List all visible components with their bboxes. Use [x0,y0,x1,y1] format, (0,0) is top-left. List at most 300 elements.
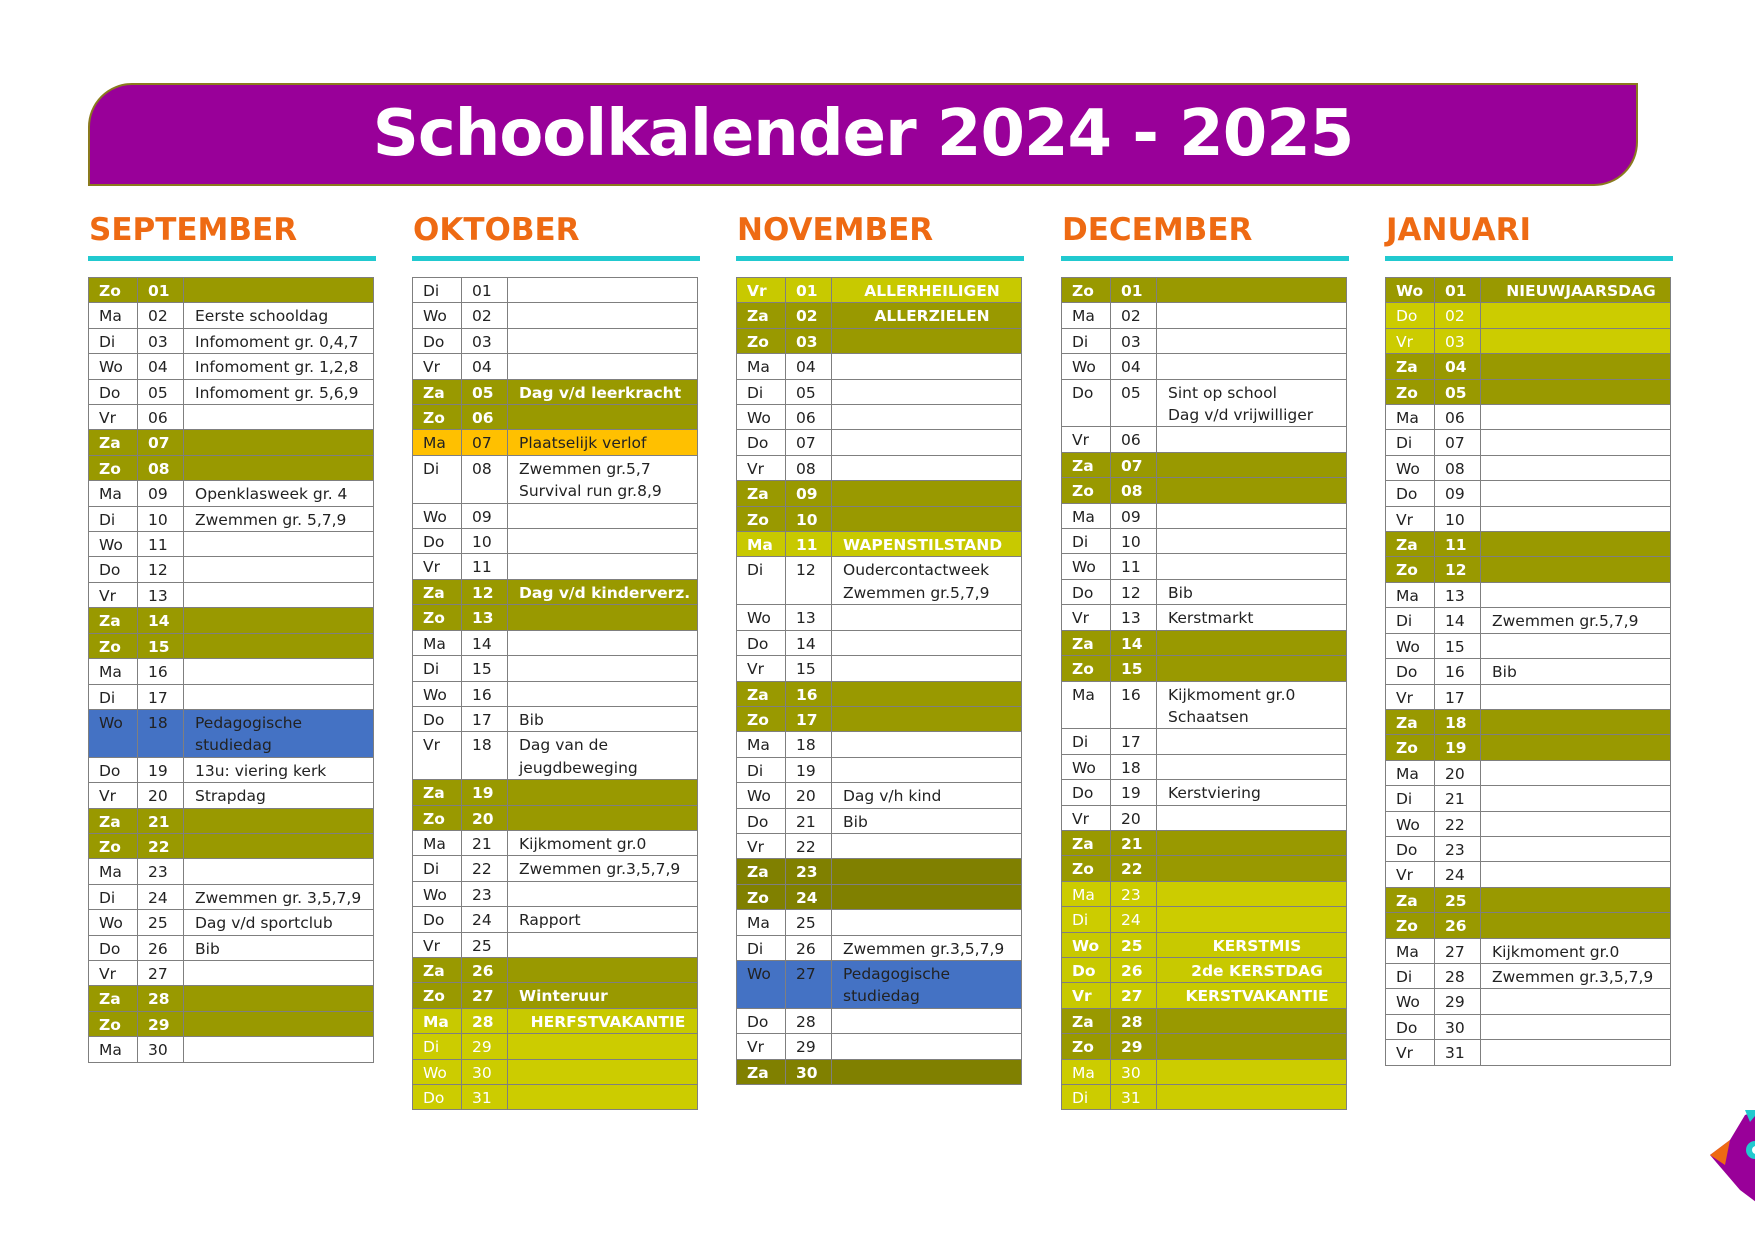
day-row [1062,379,1347,427]
day-row [1386,786,1671,811]
day-number-cell: 08 [1435,455,1481,480]
day-number-cell: 13 [1435,582,1481,607]
weekday-cell: Vr [1062,983,1111,1008]
day-number-cell: 03 [462,328,508,353]
weekday-cell: Wo [89,354,138,379]
event-cell: Infomoment gr. 0,4,7 [184,328,374,353]
weekday-cell: Za [1386,532,1435,557]
event-cell: Zwemmen gr.3,5,7,9 [1481,963,1671,988]
event-cell [184,659,374,684]
day-number-cell: 21 [1435,786,1481,811]
event-cell [832,379,1022,404]
month-title: DECEMBER [1062,212,1253,248]
day-row [1062,856,1347,881]
day-number-cell: 28 [462,1008,508,1033]
event-cell [1481,709,1671,734]
event-cell [1481,684,1671,709]
day-row [413,455,698,503]
day-number-cell: 02 [1111,303,1157,328]
day-row [1062,1059,1347,1084]
day-number-cell: 11 [1435,532,1481,557]
day-row [413,1085,698,1110]
day-number-cell: 23 [786,859,832,884]
day-number-cell: 07 [138,430,184,455]
weekday-cell: Zo [413,983,462,1008]
day-number-cell: 28 [786,1008,832,1033]
day-row [737,935,1022,960]
day-row [413,430,698,455]
weekday-cell: Do [413,907,462,932]
day-number-cell: 14 [1111,630,1157,655]
day-number-cell: 19 [1435,735,1481,760]
day-row [737,557,1022,605]
day-number-cell: 29 [1435,989,1481,1014]
weekday-cell: Di [737,557,786,605]
weekday-cell: Di [1386,963,1435,988]
weekday-cell: Wo [1062,554,1111,579]
event-cell: Zwemmen gr.5,7 Survival run gr.8,9 [508,455,698,503]
event-cell: NIEUWJAARSDAG [1481,278,1671,303]
title-banner [88,83,1638,186]
weekday-cell: Za [413,379,462,404]
weekday-cell: Di [1386,786,1435,811]
event-cell [832,681,1022,706]
day-row [737,532,1022,557]
day-number-cell: 09 [1111,503,1157,528]
day-row [413,681,698,706]
event-cell [508,681,698,706]
day-row [1062,1034,1347,1059]
day-number-cell: 12 [1111,579,1157,604]
weekday-cell: Di [89,684,138,709]
weekday-cell: Zo [737,328,786,353]
weekday-cell: Ma [89,1037,138,1062]
event-cell [1157,328,1347,353]
event-cell: Dag van de jeugdbeweging [508,732,698,780]
event-cell: KERSTVAKANTIE [1157,983,1347,1008]
event-cell [184,960,374,985]
day-row [89,633,374,658]
weekday-cell: Do [737,1008,786,1033]
day-row [413,579,698,604]
day-row [1386,862,1671,887]
day-number-cell: 11 [786,532,832,557]
day-number-cell: 06 [1435,405,1481,430]
weekday-cell: Do [1386,659,1435,684]
day-row [1062,478,1347,503]
event-cell: ALLERZIELEN [832,303,1022,328]
weekday-cell: Za [89,430,138,455]
weekday-cell: Wo [1062,354,1111,379]
day-number-cell: 12 [1435,557,1481,582]
weekday-cell: Zo [413,605,462,630]
day-row [1062,278,1347,303]
day-number-cell: 13 [138,582,184,607]
weekday-cell: Za [413,579,462,604]
weekday-cell: Do [89,557,138,582]
day-row [413,630,698,655]
event-cell [1157,1034,1347,1059]
day-number-cell: 06 [1111,427,1157,452]
event-cell [832,430,1022,455]
day-number-cell: 03 [786,328,832,353]
event-cell: Bib [1481,659,1671,684]
day-row [89,684,374,709]
event-cell [508,656,698,681]
day-number-cell: 09 [786,481,832,506]
day-row [89,532,374,557]
day-row [89,757,374,782]
day-row [1062,907,1347,932]
weekday-cell: Ma [89,859,138,884]
day-number-cell: 16 [786,681,832,706]
event-cell [1157,354,1347,379]
day-row [1386,557,1671,582]
day-row [1062,529,1347,554]
weekday-cell: Vr [89,582,138,607]
event-cell [508,605,698,630]
month-underline [1061,256,1349,261]
event-cell [832,481,1022,506]
weekday-cell: Wo [413,503,462,528]
day-row [89,455,374,480]
day-number-cell: 16 [462,681,508,706]
day-number-cell: 23 [1435,836,1481,861]
weekday-cell: Ma [737,732,786,757]
day-number-cell: 20 [1111,805,1157,830]
weekday-cell: Zo [737,506,786,531]
day-row [1062,830,1347,855]
day-row [737,859,1022,884]
event-cell: Zwemmen gr. 5,7,9 [184,506,374,531]
day-number-cell: 23 [1111,881,1157,906]
event-cell: Pedagogische studiedag [832,960,1022,1008]
month-november [736,205,1024,1085]
day-row [1386,303,1671,328]
event-cell [1157,856,1347,881]
weekday-cell: Vr [89,960,138,985]
weekday-cell: Di [413,278,462,303]
event-cell [1157,452,1347,477]
day-number-cell: 29 [786,1034,832,1059]
day-number-cell: 06 [138,405,184,430]
weekday-cell: Za [89,808,138,833]
event-cell [1481,379,1671,404]
day-row [413,554,698,579]
day-row [89,833,374,858]
day-number-cell: 15 [1435,633,1481,658]
day-row [413,303,698,328]
day-number-cell: 30 [786,1059,832,1084]
event-cell [508,957,698,982]
day-number-cell: 10 [138,506,184,531]
event-cell [1481,735,1671,760]
event-cell [508,303,698,328]
day-number-cell: 17 [786,706,832,731]
day-row [1386,405,1671,430]
day-number-cell: 06 [462,405,508,430]
weekday-cell: Wo [89,709,138,757]
day-row [1062,754,1347,779]
event-cell [1157,278,1347,303]
weekday-cell: Wo [1386,989,1435,1014]
day-number-cell: 29 [1111,1034,1157,1059]
event-cell [1157,529,1347,554]
day-row [413,656,698,681]
day-number-cell: 04 [462,354,508,379]
event-cell [1481,887,1671,912]
event-cell [832,1059,1022,1084]
weekday-cell: Do [1062,957,1111,982]
event-cell: 2de KERSTDAG [1157,957,1347,982]
day-row [413,1034,698,1059]
day-number-cell: 13 [462,605,508,630]
day-row [413,328,698,353]
day-row [1062,452,1347,477]
event-cell [832,732,1022,757]
event-cell: Bib [508,706,698,731]
weekday-cell: Vr [737,833,786,858]
day-row [89,582,374,607]
event-cell [1157,754,1347,779]
event-cell [1481,811,1671,836]
day-number-cell: 02 [1435,303,1481,328]
day-row [89,783,374,808]
day-row [1386,430,1671,455]
weekday-cell: Wo [737,783,786,808]
day-number-cell: 04 [138,354,184,379]
day-row [1062,1008,1347,1033]
day-number-cell: 21 [138,808,184,833]
day-row [1062,780,1347,805]
month-underline [736,256,1024,261]
weekday-cell: Di [737,379,786,404]
weekday-cell: Ma [413,430,462,455]
weekday-cell: Ma [737,354,786,379]
month-januari [1385,205,1673,1066]
event-cell [832,630,1022,655]
weekday-cell: Zo [89,833,138,858]
month-table [736,277,1022,1085]
event-cell: Winteruur [508,983,698,1008]
day-number-cell: 29 [138,1011,184,1036]
day-number-cell: 24 [786,884,832,909]
day-number-cell: 06 [786,405,832,430]
day-row [89,659,374,684]
event-cell [1481,532,1671,557]
day-row [737,757,1022,782]
event-cell [832,354,1022,379]
day-row [1062,354,1347,379]
day-number-cell: 31 [1435,1040,1481,1065]
weekday-cell: Za [1062,1008,1111,1033]
day-row [1062,579,1347,604]
weekday-cell: Wo [737,405,786,430]
weekday-cell: Ma [1386,938,1435,963]
weekday-cell: Ma [737,532,786,557]
day-number-cell: 07 [462,430,508,455]
event-cell [832,1008,1022,1033]
weekday-cell: Za [413,957,462,982]
day-number-cell: 28 [1435,963,1481,988]
event-cell: Strapdag [184,783,374,808]
day-number-cell: 25 [1435,887,1481,912]
weekday-cell: Za [1062,830,1111,855]
day-number-cell: 13 [1111,605,1157,630]
day-number-cell: 03 [1435,328,1481,353]
day-row [89,884,374,909]
day-row [737,354,1022,379]
day-row [89,557,374,582]
event-cell [1157,630,1347,655]
month-december [1061,205,1349,1110]
event-cell [1481,303,1671,328]
event-cell [1157,907,1347,932]
event-cell [1481,481,1671,506]
day-row [737,506,1022,531]
event-cell [1481,430,1671,455]
day-row [737,884,1022,909]
weekday-cell: Ma [737,910,786,935]
day-row [413,503,698,528]
weekday-cell: Do [1062,780,1111,805]
weekday-cell: Wo [1386,811,1435,836]
weekday-cell: Za [737,303,786,328]
day-row [413,354,698,379]
weekday-cell: Vr [737,278,786,303]
weekday-cell: Za [1386,887,1435,912]
event-cell [508,1059,698,1084]
event-cell [184,455,374,480]
day-number-cell: 16 [1111,681,1157,729]
weekday-cell: Do [737,630,786,655]
day-number-cell: 11 [462,554,508,579]
weekday-cell: Do [413,529,462,554]
month-underline [88,256,376,261]
event-cell [508,328,698,353]
day-number-cell: 05 [462,379,508,404]
event-cell [832,405,1022,430]
weekday-cell: Vr [1386,684,1435,709]
day-number-cell: 02 [462,303,508,328]
day-row [1062,957,1347,982]
day-row [1062,328,1347,353]
event-cell [832,706,1022,731]
day-row [89,328,374,353]
event-cell [832,757,1022,782]
day-row [737,1008,1022,1033]
day-row [1062,503,1347,528]
day-number-cell: 22 [1111,856,1157,881]
weekday-cell: Ma [1386,405,1435,430]
weekday-cell: Wo [737,605,786,630]
day-row [89,1011,374,1036]
event-cell: Zwemmen gr.3,5,7,9 [508,856,698,881]
event-cell [508,1085,698,1110]
day-number-cell: 18 [462,732,508,780]
day-row [737,379,1022,404]
day-row [1062,303,1347,328]
weekday-cell: Wo [413,303,462,328]
day-number-cell: 23 [138,859,184,884]
day-number-cell: 24 [462,907,508,932]
weekday-cell: Zo [737,706,786,731]
day-row [89,481,374,506]
weekday-cell: Zo [1062,656,1111,681]
event-cell [1481,582,1671,607]
day-number-cell: 12 [462,579,508,604]
event-cell: Kijkmoment gr.0 Schaatsen [1157,681,1347,729]
day-row [413,706,698,731]
event-cell [1157,503,1347,528]
weekday-cell: Ma [413,1008,462,1033]
event-cell: Dag v/d sportclub [184,910,374,935]
event-cell [1157,881,1347,906]
day-row [1386,735,1671,760]
day-number-cell: 25 [1111,932,1157,957]
month-title: JANUARI [1386,212,1532,248]
event-cell [1157,303,1347,328]
event-cell [184,557,374,582]
weekday-cell: Vr [89,405,138,430]
day-row [89,379,374,404]
day-number-cell: 11 [138,532,184,557]
day-number-cell: 26 [138,935,184,960]
day-row [1062,729,1347,754]
weekday-cell: Do [1386,481,1435,506]
month-title: NOVEMBER [737,212,934,248]
day-number-cell: 22 [1435,811,1481,836]
weekday-cell: Vr [737,656,786,681]
day-row [413,529,698,554]
weekday-cell: Di [413,856,462,881]
event-cell [508,805,698,830]
day-row [413,405,698,430]
day-number-cell: 14 [786,630,832,655]
day-number-cell: 20 [462,805,508,830]
weekday-cell: Do [89,757,138,782]
weekday-cell: Zo [1062,1034,1111,1059]
day-number-cell: 15 [138,633,184,658]
event-cell: WAPENSTILSTAND [832,532,1022,557]
event-cell [1157,656,1347,681]
month-underline [1385,256,1673,261]
weekday-cell: Zo [737,884,786,909]
weekday-cell: Vr [413,554,462,579]
event-cell [508,503,698,528]
event-cell [1157,729,1347,754]
event-cell: Rapport [508,907,698,932]
weekday-cell: Wo [1386,455,1435,480]
day-row [737,1059,1022,1084]
weekday-cell: Do [413,1085,462,1110]
weekday-cell: Zo [1386,557,1435,582]
day-row [1062,656,1347,681]
day-number-cell: 04 [786,354,832,379]
day-row [1386,278,1671,303]
event-cell: Kijkmoment gr.0 [508,830,698,855]
day-number-cell: 04 [1435,354,1481,379]
day-number-cell: 02 [138,303,184,328]
weekday-cell: Ma [413,630,462,655]
weekday-cell: Zo [89,633,138,658]
weekday-cell: Ma [1386,760,1435,785]
day-row [1062,605,1347,630]
event-cell [1481,506,1671,531]
event-cell [832,506,1022,531]
weekday-cell: Do [1386,303,1435,328]
day-number-cell: 01 [1111,278,1157,303]
